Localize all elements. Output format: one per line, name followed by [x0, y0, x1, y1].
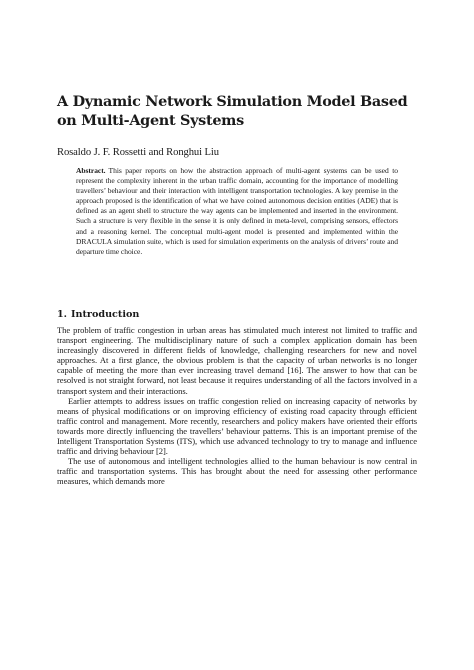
paragraph: The problem of traffic congestion in urban areas has stimulated much interest not limited to traffic and transport engineering. The multidisciplinary nature of such a complex application domain has been increasingly discovered in different fields of knowledge, challenging researchers for new and novel approaches. At a first glance, the obvious problem is that the capacity of urban networks is no longer capable of meeting the more than ever increasing travel demand [16]. The answer to how that can be resolved is not straight forward, not least because it requires understanding of all the factors involved in a transport system and their interactions.: [57, 325, 417, 396]
paragraph: The use of autonomous and intelligent technologies allied to the human behaviour is now central in traffic and transportation systems. This has brought about the need for assessing other performance measures, which demands more: [57, 456, 417, 487]
section-title: Introduction: [71, 309, 140, 320]
section-number: 1.: [57, 309, 68, 320]
abstract: [76, 166, 398, 257]
abstract-label: Abstract.: [76, 166, 106, 175]
section-heading: [57, 309, 139, 321]
paper-authors: Rosaldo J. F. Rossetti and Ronghui Liu: [57, 147, 219, 158]
paper-title: A Dynamic Network Simulation Model Based on Multi-Agent Systems: [57, 93, 408, 129]
paragraph: Earlier attempts to address issues on traffic congestion relied on increasing capacity of networks by means of physical modifications or on improving efficiency of existing road capacity through efficient traffic control and management. More recently, researchers and policy makers have oriented their efforts towards more directly influencing the travellers’ behaviour patterns. This is an important premise of the Intelligent Transportation Systems (ITS), which use advanced technology to try to manage and influence traffic and driving behaviour [2].: [57, 395, 417, 457]
abstract-text: This paper reports on how the abstraction approach of multi-agent systems can be used to represent the complexity inherent in the urban traffic domain, accounting for the importance of modelling travellers’ behaviour and their interaction with intelligent transportation technologies. A key premise in the approach proposed is the identification of what we have coined autonomous decision entities (ADE) that is defined as an agent shell to structure the way agents can be implemented and inserted in the environment. Such a structure is very flexible in the sense it is only defined in meta-level, comprising sensors, effectors and a reasoning kernel. The conceptual multi-agent model is presented and implemented within the DRACULA simulation suite, which is used for simulation experiments on the analysis of drivers’ route and departure time choice.: [76, 166, 398, 256]
section-body: [57, 325, 417, 487]
